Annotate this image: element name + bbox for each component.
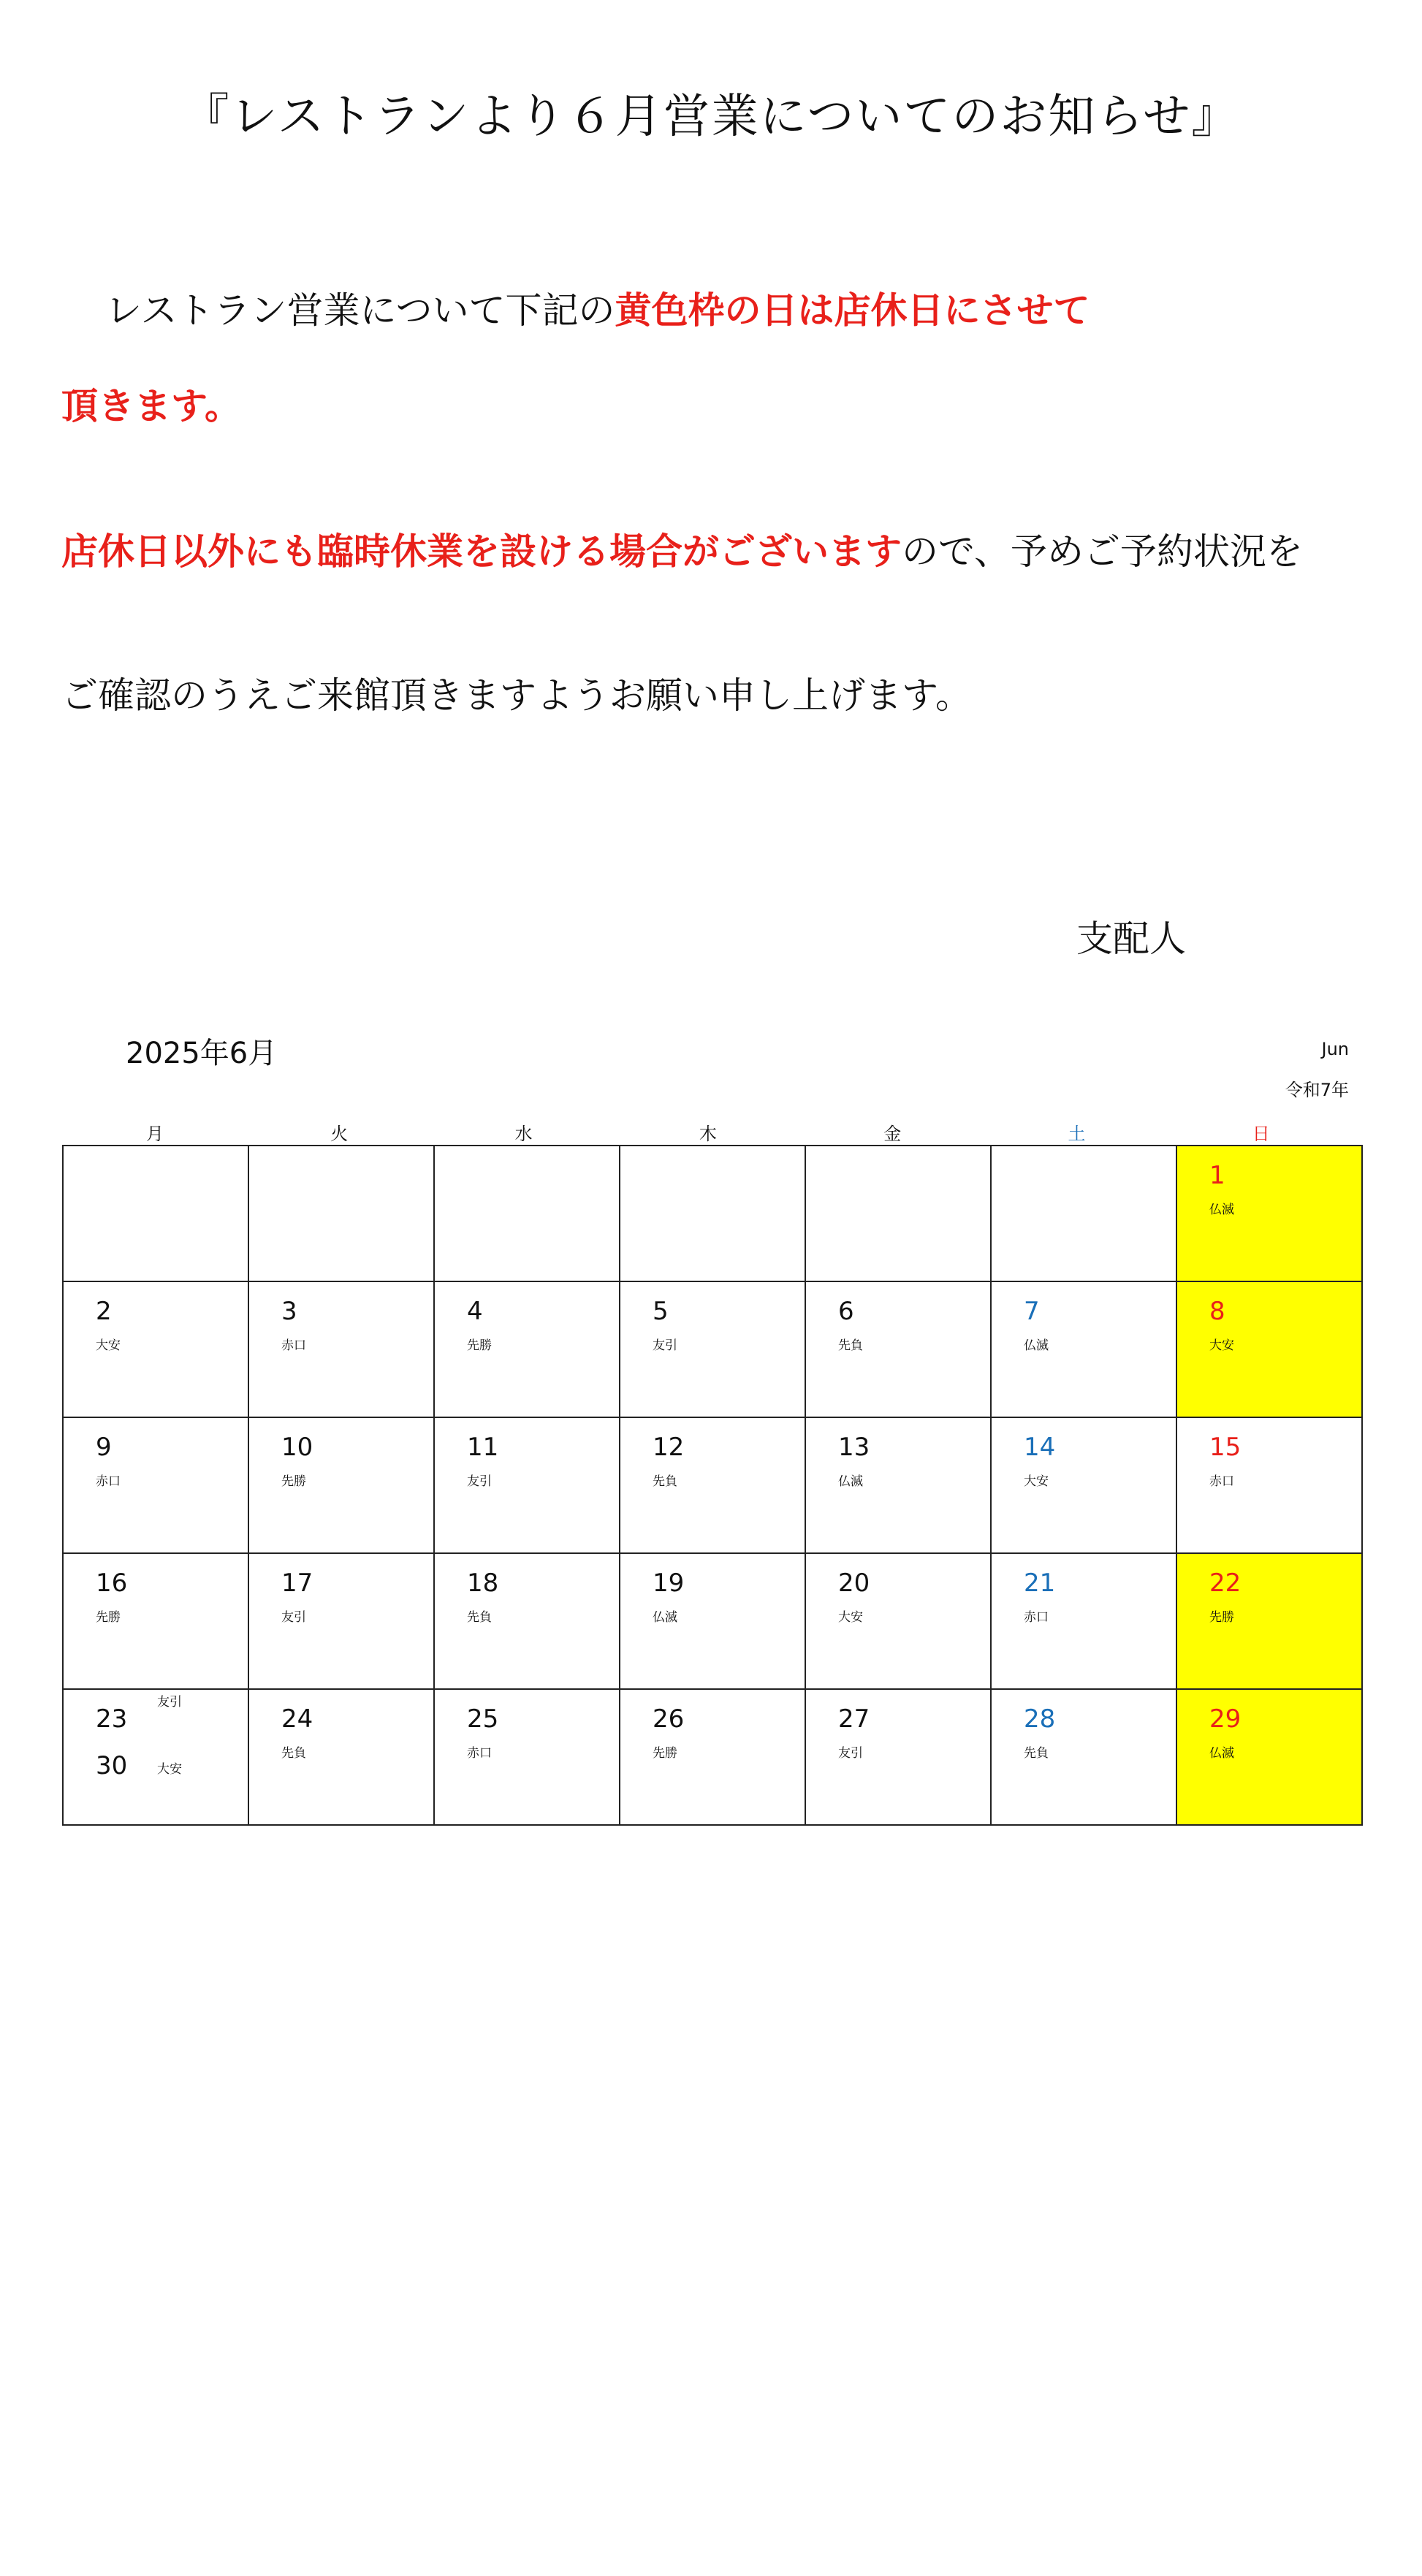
rokuyo-label: 赤口 bbox=[1209, 1474, 1234, 1489]
rokuyo-label: 赤口 bbox=[281, 1338, 306, 1353]
calendar-day-27 bbox=[805, 1689, 991, 1825]
calendar-day-13 bbox=[805, 1417, 991, 1553]
day-number: 2 bbox=[96, 1297, 112, 1326]
notice-line-1-highlight: 黄色枠の日は店休日にさせて bbox=[615, 289, 1090, 332]
weekday-header bbox=[63, 1119, 1353, 1146]
rokuyo-label: 友引 bbox=[157, 1695, 182, 1710]
weekday-0: 月 bbox=[146, 1124, 164, 1144]
calendar-empty-cell bbox=[805, 1146, 991, 1281]
calendar-day-17 bbox=[248, 1553, 434, 1689]
rokuyo-label: 先負 bbox=[467, 1610, 492, 1625]
notice-line-3-plain: ので、予めご予約状況を bbox=[902, 530, 1303, 573]
calendar-day-29 bbox=[1176, 1689, 1362, 1825]
calendar-day-19 bbox=[620, 1553, 805, 1689]
calendar-month-en: Jun bbox=[1321, 1039, 1349, 1059]
weekday-2: 水 bbox=[514, 1124, 533, 1144]
calendar-empty-cell bbox=[248, 1146, 434, 1281]
calendar-grid bbox=[62, 1145, 1353, 2576]
day-number: 21 bbox=[1024, 1569, 1056, 1598]
rokuyo-label: 大安 bbox=[838, 1610, 863, 1625]
calendar-empty-cell bbox=[991, 1146, 1176, 1281]
day-number: 23 bbox=[96, 1704, 128, 1734]
rokuyo-label: 仏滅 bbox=[1209, 1203, 1234, 1217]
weekday-6: 日 bbox=[1252, 1124, 1270, 1144]
calendar-day-3 bbox=[248, 1281, 434, 1417]
rokuyo-label: 大安 bbox=[1209, 1338, 1234, 1353]
calendar-day-11 bbox=[434, 1417, 620, 1553]
day-number: 22 bbox=[1209, 1569, 1242, 1598]
rokuyo-label: 先勝 bbox=[653, 1746, 677, 1761]
calendar-empty-cell bbox=[63, 1146, 248, 1281]
rokuyo-label: 先勝 bbox=[281, 1474, 306, 1489]
calendar-week bbox=[63, 1553, 1362, 1689]
rokuyo-label: 仏滅 bbox=[653, 1610, 677, 1625]
day-number: 20 bbox=[838, 1569, 870, 1598]
calendar-empty-cell bbox=[620, 1146, 805, 1281]
day-number: 24 bbox=[281, 1704, 313, 1734]
rokuyo-label: 友引 bbox=[281, 1610, 306, 1625]
notice-line-1 bbox=[105, 281, 1090, 334]
calendar-day-24 bbox=[248, 1689, 434, 1825]
calendar-day-10 bbox=[248, 1417, 434, 1553]
day-number: 25 bbox=[467, 1704, 499, 1734]
rokuyo-label: 赤口 bbox=[1024, 1610, 1049, 1625]
calendar-day-1 bbox=[1176, 1146, 1362, 1281]
calendar-day-5 bbox=[620, 1281, 805, 1417]
calendar-day-28 bbox=[991, 1689, 1176, 1825]
day-number: 17 bbox=[281, 1569, 313, 1598]
calendar-week bbox=[63, 1281, 1362, 1417]
day-number: 12 bbox=[653, 1433, 685, 1462]
day-number: 18 bbox=[467, 1569, 499, 1598]
rokuyo-label: 友引 bbox=[653, 1338, 677, 1353]
calendar-week bbox=[63, 1417, 1362, 1553]
day-number: 9 bbox=[96, 1433, 112, 1462]
rokuyo-label: 仏滅 bbox=[1024, 1338, 1049, 1353]
calendar-empty-cell bbox=[434, 1146, 620, 1281]
notice-line-2-highlight: 頂きます。 bbox=[61, 385, 241, 427]
weekday-5: 土 bbox=[1068, 1124, 1086, 1144]
rokuyo-label: 先負 bbox=[281, 1746, 306, 1761]
rokuyo-label: 友引 bbox=[838, 1746, 863, 1761]
day-number: 5 bbox=[653, 1297, 669, 1326]
calendar-week bbox=[63, 1146, 1362, 1281]
rokuyo-label: 赤口 bbox=[96, 1474, 121, 1489]
rokuyo-label: 友引 bbox=[467, 1474, 492, 1489]
notice-line-3 bbox=[61, 522, 1303, 575]
calendar-day-15 bbox=[1176, 1417, 1362, 1553]
calendar-day-8 bbox=[1176, 1281, 1362, 1417]
day-number: 28 bbox=[1024, 1704, 1056, 1734]
calendar-day-18 bbox=[434, 1553, 620, 1689]
signer: 支配人 bbox=[1076, 918, 1186, 960]
rokuyo-label: 大安 bbox=[157, 1762, 182, 1777]
rokuyo-label: 赤口 bbox=[467, 1746, 492, 1761]
rokuyo-label: 大安 bbox=[1024, 1474, 1049, 1489]
calendar-day-4 bbox=[434, 1281, 620, 1417]
notice-line-3-highlight: 店休日以外にも臨時休業を設ける場合がございます bbox=[61, 530, 902, 573]
calendar-day-26 bbox=[620, 1689, 805, 1825]
weekday-1: 火 bbox=[330, 1124, 349, 1144]
day-number: 11 bbox=[467, 1433, 499, 1462]
calendar-era: 令和7年 bbox=[1285, 1080, 1349, 1100]
day-number: 29 bbox=[1209, 1704, 1242, 1734]
rokuyo-label: 仏滅 bbox=[838, 1474, 863, 1489]
rokuyo-label: 先負 bbox=[838, 1338, 863, 1353]
calendar-day-21 bbox=[991, 1553, 1176, 1689]
notice-line-4 bbox=[61, 666, 972, 719]
calendar-week bbox=[63, 1689, 1362, 1825]
rokuyo-label: 先負 bbox=[653, 1474, 677, 1489]
day-number: 8 bbox=[1209, 1297, 1225, 1326]
rokuyo-label: 先負 bbox=[1024, 1746, 1049, 1761]
rokuyo-label: 大安 bbox=[96, 1338, 121, 1353]
day-number: 27 bbox=[838, 1704, 870, 1734]
day-number: 6 bbox=[838, 1297, 854, 1326]
calendar-day-22 bbox=[1176, 1553, 1362, 1689]
calendar-day-20 bbox=[805, 1553, 991, 1689]
notice-line-2 bbox=[61, 377, 241, 430]
day-number: 19 bbox=[653, 1569, 685, 1598]
weekday-4: 金 bbox=[883, 1124, 902, 1144]
calendar-day-25 bbox=[434, 1689, 620, 1825]
calendar-day-23 bbox=[63, 1689, 248, 1825]
day-number: 26 bbox=[653, 1704, 685, 1734]
calendar-day-7 bbox=[991, 1281, 1176, 1417]
day-number: 7 bbox=[1024, 1297, 1040, 1326]
weekday-3: 木 bbox=[699, 1124, 717, 1144]
calendar-day-12 bbox=[620, 1417, 805, 1553]
day-number: 4 bbox=[467, 1297, 483, 1326]
calendar-title: 2025年6月 bbox=[126, 1037, 278, 1070]
calendar-day-6 bbox=[805, 1281, 991, 1417]
notice-title: 『レストランより６月営業についてのお知らせ』 bbox=[182, 90, 1240, 144]
day-number: 3 bbox=[281, 1297, 297, 1326]
notice-line-4-plain: ご確認のうえご来館頂きますようお願い申し上げます。 bbox=[61, 674, 972, 717]
rokuyo-label: 先勝 bbox=[467, 1338, 492, 1353]
calendar-day-14 bbox=[991, 1417, 1176, 1553]
rokuyo-label: 先勝 bbox=[1209, 1610, 1234, 1625]
notice-line-1-plain: レストラン営業について下記の bbox=[105, 289, 615, 332]
calendar-day-16 bbox=[63, 1553, 248, 1689]
day-number: 30 bbox=[96, 1751, 128, 1780]
day-number: 13 bbox=[838, 1433, 870, 1462]
calendar-table bbox=[62, 1145, 1363, 1826]
day-number: 1 bbox=[1209, 1161, 1225, 1190]
rokuyo-label: 先勝 bbox=[96, 1610, 121, 1625]
rokuyo-label: 仏滅 bbox=[1209, 1746, 1234, 1761]
day-number: 10 bbox=[281, 1433, 313, 1462]
day-number: 15 bbox=[1209, 1433, 1242, 1462]
day-number: 16 bbox=[96, 1569, 128, 1598]
day-number: 14 bbox=[1024, 1433, 1056, 1462]
calendar-day-2 bbox=[63, 1281, 248, 1417]
calendar-day-9 bbox=[63, 1417, 248, 1553]
